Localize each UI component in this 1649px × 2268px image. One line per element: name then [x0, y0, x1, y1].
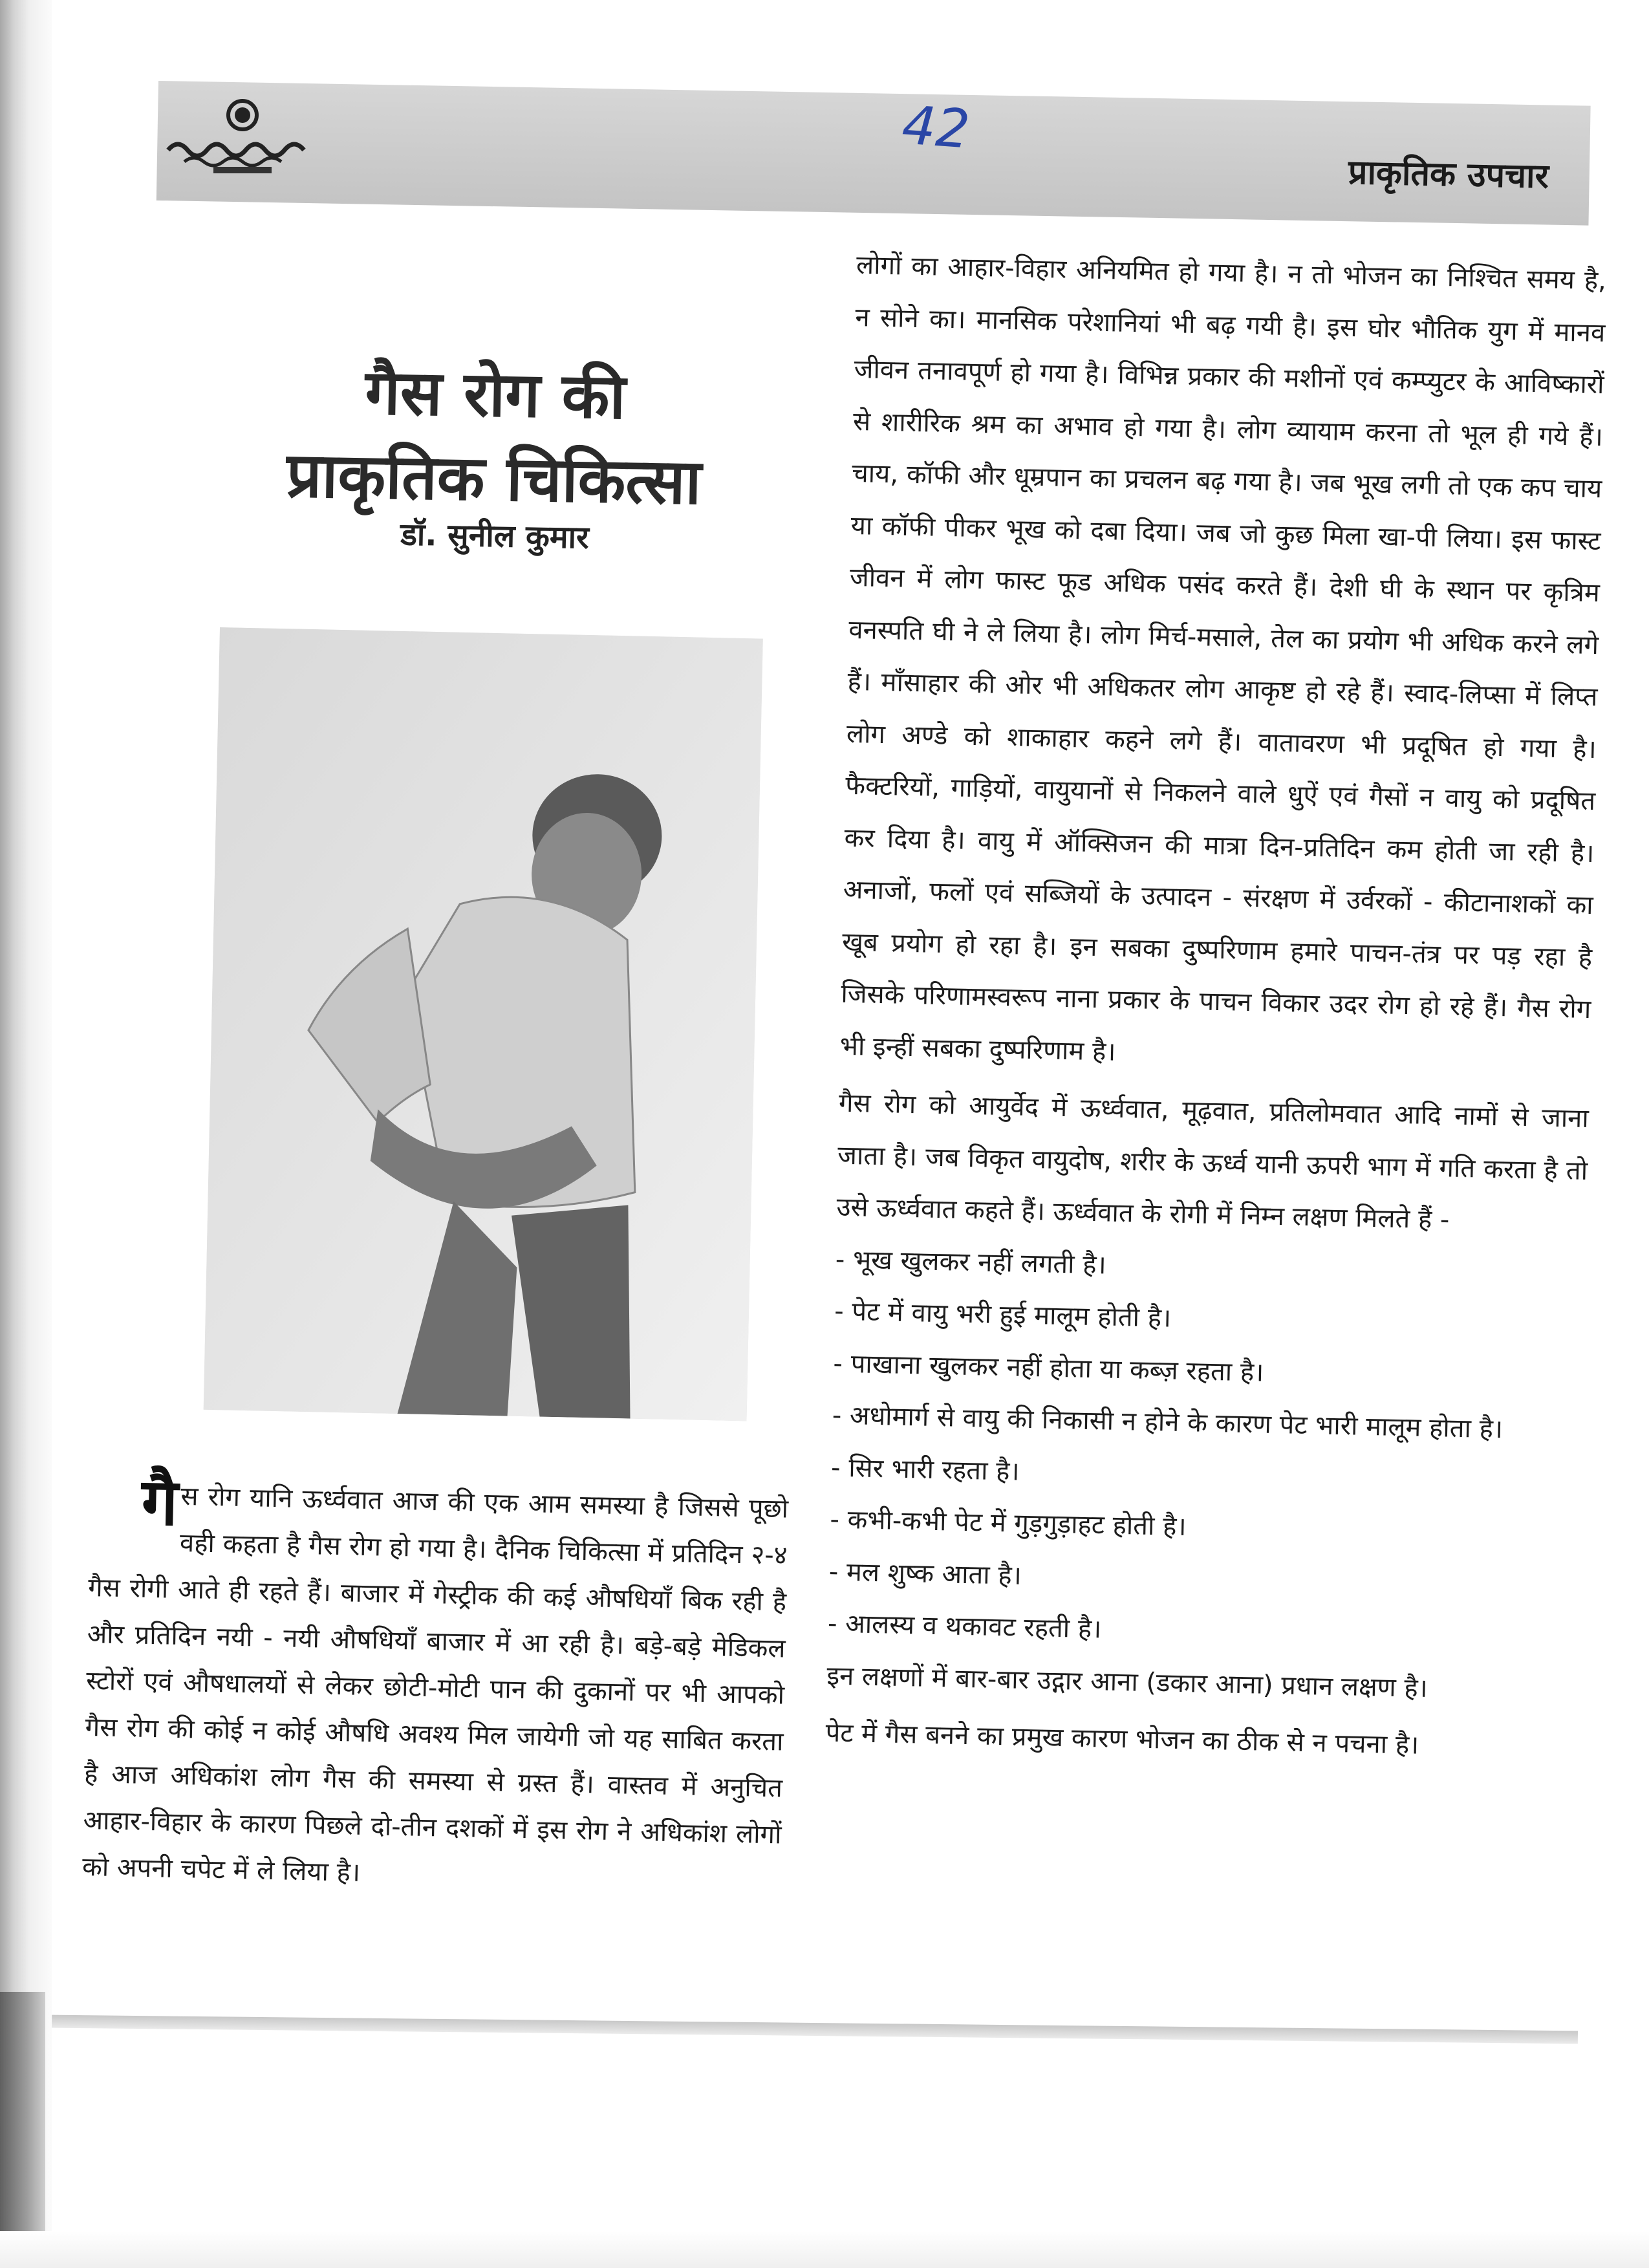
page-bottom-edge [52, 2015, 1578, 2044]
symptom-item: - कभी-कभी पेट में गुड़गुड़ाहट होती है। [830, 1504, 1187, 1542]
article-title [193, 347, 797, 526]
symptom-item: - अधोमार्ग से वायु की निकासी न होने के कारण पेट भारी मालूम होता है। [832, 1400, 1503, 1445]
author-name: डॉ. सुनील कुमार [400, 516, 590, 556]
article-title-line-1: गैस रोग की [364, 355, 627, 433]
right-paragraph-1: लोगों का आहार-विहार अनियमित हो गया है। न तो भोजन का निश्चित समय है, न सोने का। मानसिक परेशानियां भी बढ़ गयी है। इस घोर भौतिक युग में मानव जीवन तनावपूर्ण हो गया है। विभिन्न प्रकार की मशीनों एवं कम्प्युटर के आविष्कारों से शारीरिक श्रम का अभाव हो गया है। लोग व्यायाम करना तो भूल ही गये हैं। चाय, कॉफी और धूम्रपान का प्रचलन बढ़ गया है। जब भूख लगी तो एक कप चाय या कॉफी पीकर भूख को दबा दिया। जब जो कुछ मिला खा-पी लिया। इस फास्ट जीवन में लोग फास्ट फूड अधिक पसंद करते हैं। देशी घी के स्थान पर कृत्रिम वनस्पति घी ने ले लिया है। लोग मिर्च-मसाले, तेल का प्रयोग भी अधिक करने लगे हैं। माँसाहार की ओर भी अधिकतर लोग आकृष्ट हो रहे हैं। स्वाद-लिप्सा में लिप्त लोग अण्डे को शाकाहार कहने लगे हैं। वातावरण भी प्रदूषित हो गया है। फैक्टरियों, गाड़ियों, वायुयानों से निकलने वाले धुऐं एवं गैसों न वायु को प्रदूषित कर दिया है। वायु में ऑक्सिजन की मात्रा दिन-प्रतिदिन कम होती जा रही है। अनाजों, फलों एवं सब्जियों के उत्पादन - संरक्षण में उर्वरकों - कीटानाशकों का खूब प्रयोग हो रहा है। इन सबका दुष्परिणाम हमारे पाचन-तंत्र पर पड़ रहा है जिसके परिणामस्वरूप नाना प्रकार के पाचन विकार उदर रोग हो रहे हैं। गैस रोग भी इन्हीं सबका दुष्परिणाम है। [839, 250, 1607, 1067]
right-paragraph-2: गैस रोग को आयुर्वेद में ऊर्ध्ववात, मूढ़वात, प्रतिलोमवात आदि नामों से जाना जाता है। जब विकृत वायुदोष, शरीर के ऊर्ध्व यानी ऊपरी भाग में गति करता है तो उसे ऊर्ध्ववात कहते हैं। ऊर्ध्ववात के रोगी में निम्न लक्षण मिलते हैं - [836, 1088, 1590, 1235]
left-column-paragraph: स रोग यानि ऊर्ध्ववात आज की एक आम समस्या है जिससे पूछो वही कहता है गैस रोग हो गया है। दैनिक चिकित्सा में प्रतिदिन २-४ गैस रोगी आते ही रहते हैं। बाजार में गेस्ट्रीक की कई औषधियाँ बिक रही है और प्रतिदिन नयी - नयी औषधियाँ बाजार में आ रही है। बड़े-बड़े मेडिकल स्टोरों एवं औषधालयों से लेकर छोटी-मोटी पान की दुकानों पर भी आपको गैस रोग की कोई न कोई औषधि अवश्य मिल जायेगी जो यह साबित करता है आज अधिकांश लोग गैस की समस्या से ग्रस्त हैं। वास्तव में अनुचित आहार-विहार के कारण पिछले दो-तीन दशकों में इस रोग ने अधिकांश लोगों को अपनी चपेट में ले लिया है। [81, 1481, 789, 1888]
sun-over-waves-logo-icon [165, 91, 320, 178]
left-column-body [81, 1463, 789, 1905]
section-title: प्राकृतिक उपचार [1348, 153, 1549, 197]
article-title-line-2: प्राकृतिक चिकित्सा [286, 438, 702, 519]
symptom-item: - आलस्य व थकावट रहती है। [827, 1608, 1102, 1645]
symptom-item: - पाखाना खुलकर नहीं होता या कब्ज़ रहता है। [833, 1348, 1264, 1388]
right-paragraph-4: पेट में गैस बनने का प्रमुख कारण भोजन का ठीक से न पचना है। [825, 1718, 1419, 1760]
right-paragraph-3: इन लक्षणों में बार-बार उद्गार आना (डकार आना) प्रधान लक्षण है। [826, 1661, 1428, 1703]
symptom-item: - मल शुष्क आता है। [828, 1557, 1022, 1591]
symptom-item: - सिर भारी रहता है। [830, 1453, 1020, 1487]
scan-bottom-edge [0, 2231, 1649, 2268]
right-column-body [825, 239, 1607, 1775]
handwritten-page-number: 42 [900, 94, 972, 161]
symptom-item: - भूख खुलकर नहीं लगती है। [835, 1244, 1107, 1280]
scan-left-shadow [0, 1992, 45, 2268]
man-holding-stomach-photo [204, 627, 763, 1421]
drop-cap: गै [140, 1463, 179, 1540]
scan-left-edge [0, 0, 52, 2268]
symptom-item: - पेट में वायु भरी हुई मालूम होती है। [834, 1296, 1172, 1334]
